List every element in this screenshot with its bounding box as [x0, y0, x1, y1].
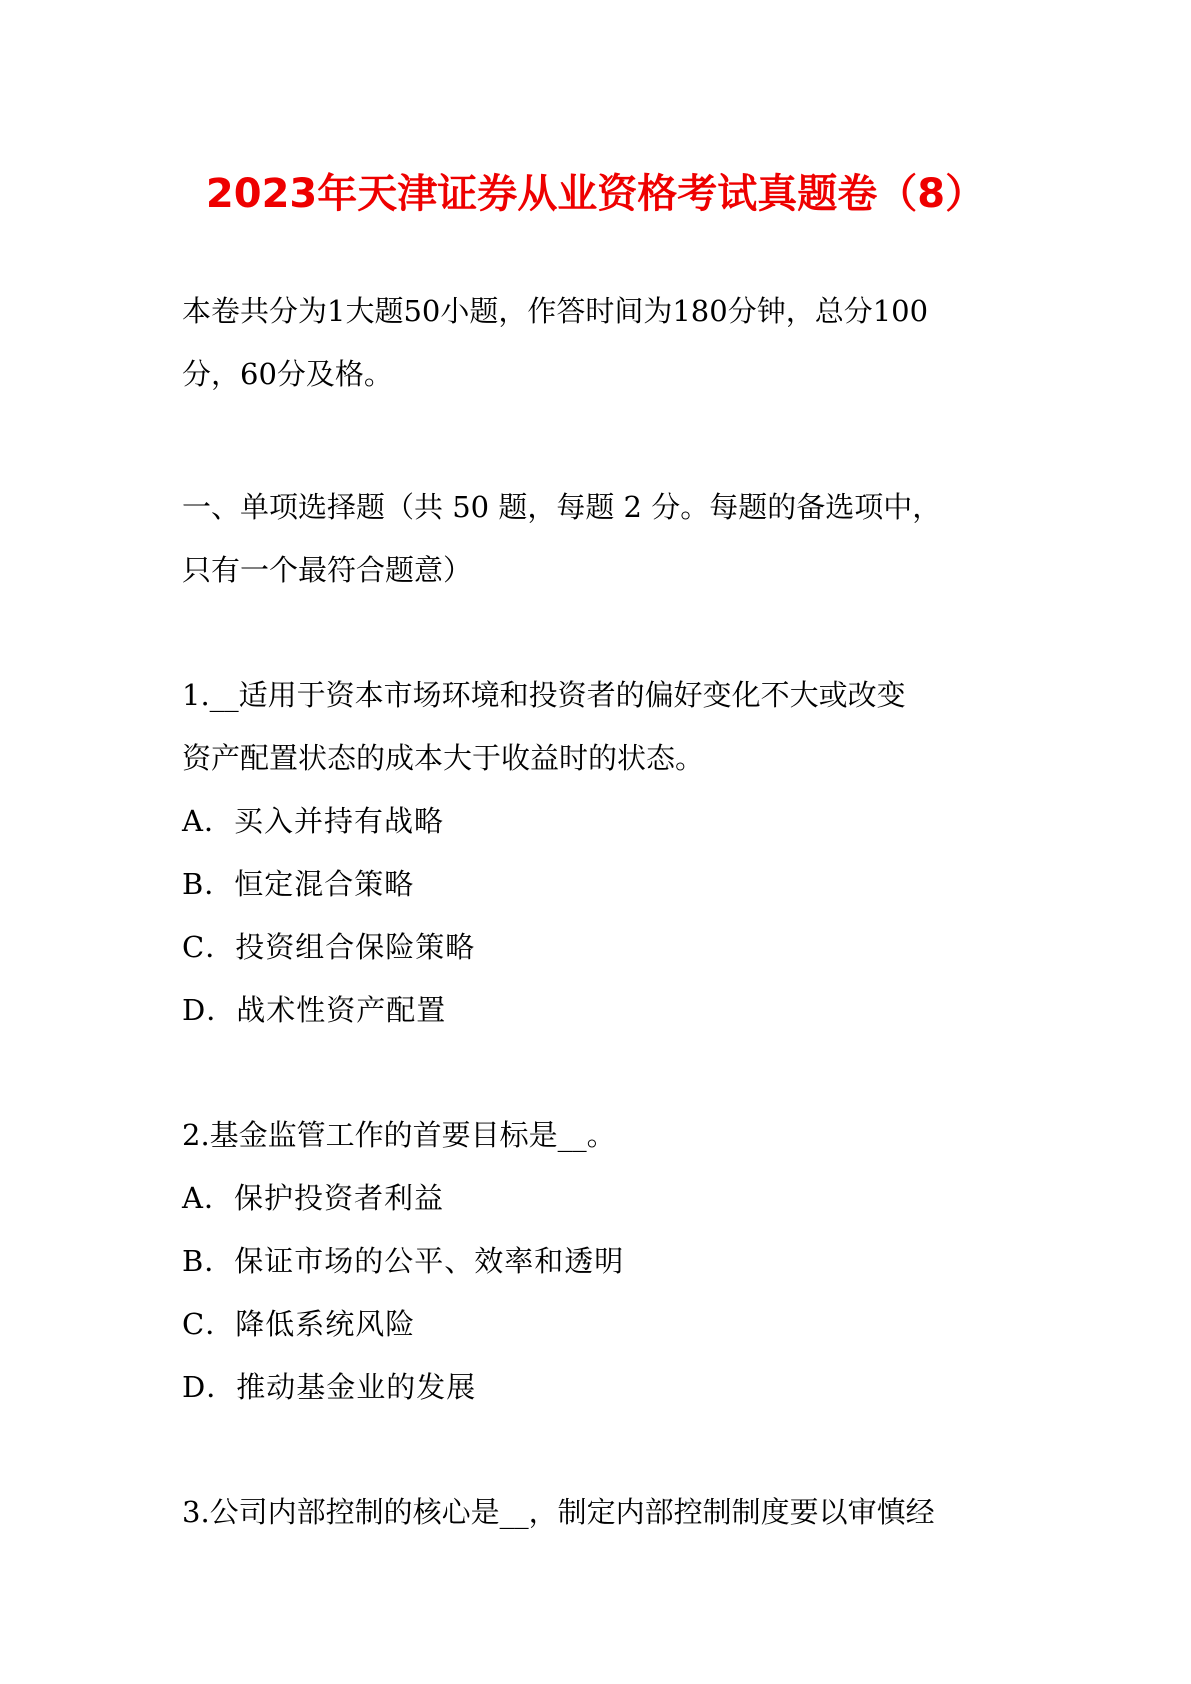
question-1-option-c: C．投资组合保险策略 [182, 930, 476, 964]
question-1-option-d: D．战术性资产配置 [182, 993, 447, 1027]
question-2-option-b: B．保证市场的公平、效率和透明 [182, 1244, 625, 1278]
page-title: 2023年天津证券从业资格考试真题卷（8） [205, 171, 986, 217]
question-1-stem-line-2: 资产配置状态的成本大于收益时的状态。 [182, 741, 705, 775]
intro-line-1: 本卷共分为1大题50小题，作答时间为180分钟，总分100 [182, 294, 929, 328]
intro-line-2: 分，60分及格。 [182, 357, 393, 391]
question-2-option-a: A．保护投资者利益 [182, 1181, 444, 1215]
question-3-stem-line-1: 3.公司内部控制的核心是__，制定内部控制制度要以审慎经 [182, 1495, 935, 1529]
question-2-option-c: C．降低系统风险 [182, 1307, 416, 1341]
question-2-stem-line-1: 2.基金监管工作的首要目标是__。 [182, 1118, 616, 1152]
question-1-option-b: B．恒定混合策略 [182, 867, 415, 901]
question-2-option-d: D．推动基金业的发展 [182, 1370, 477, 1404]
section-heading-line-2: 只有一个最符合题意） [182, 553, 473, 587]
section-heading-line-1: 一、单项选择题（共 50 题，每题 2 分。每题的备选项中， [182, 490, 942, 524]
question-1-stem-line-1: 1.__适用于资本市场环境和投资者的偏好变化不大或改变 [182, 678, 906, 712]
question-1-option-a: A．买入并持有战略 [182, 804, 444, 838]
